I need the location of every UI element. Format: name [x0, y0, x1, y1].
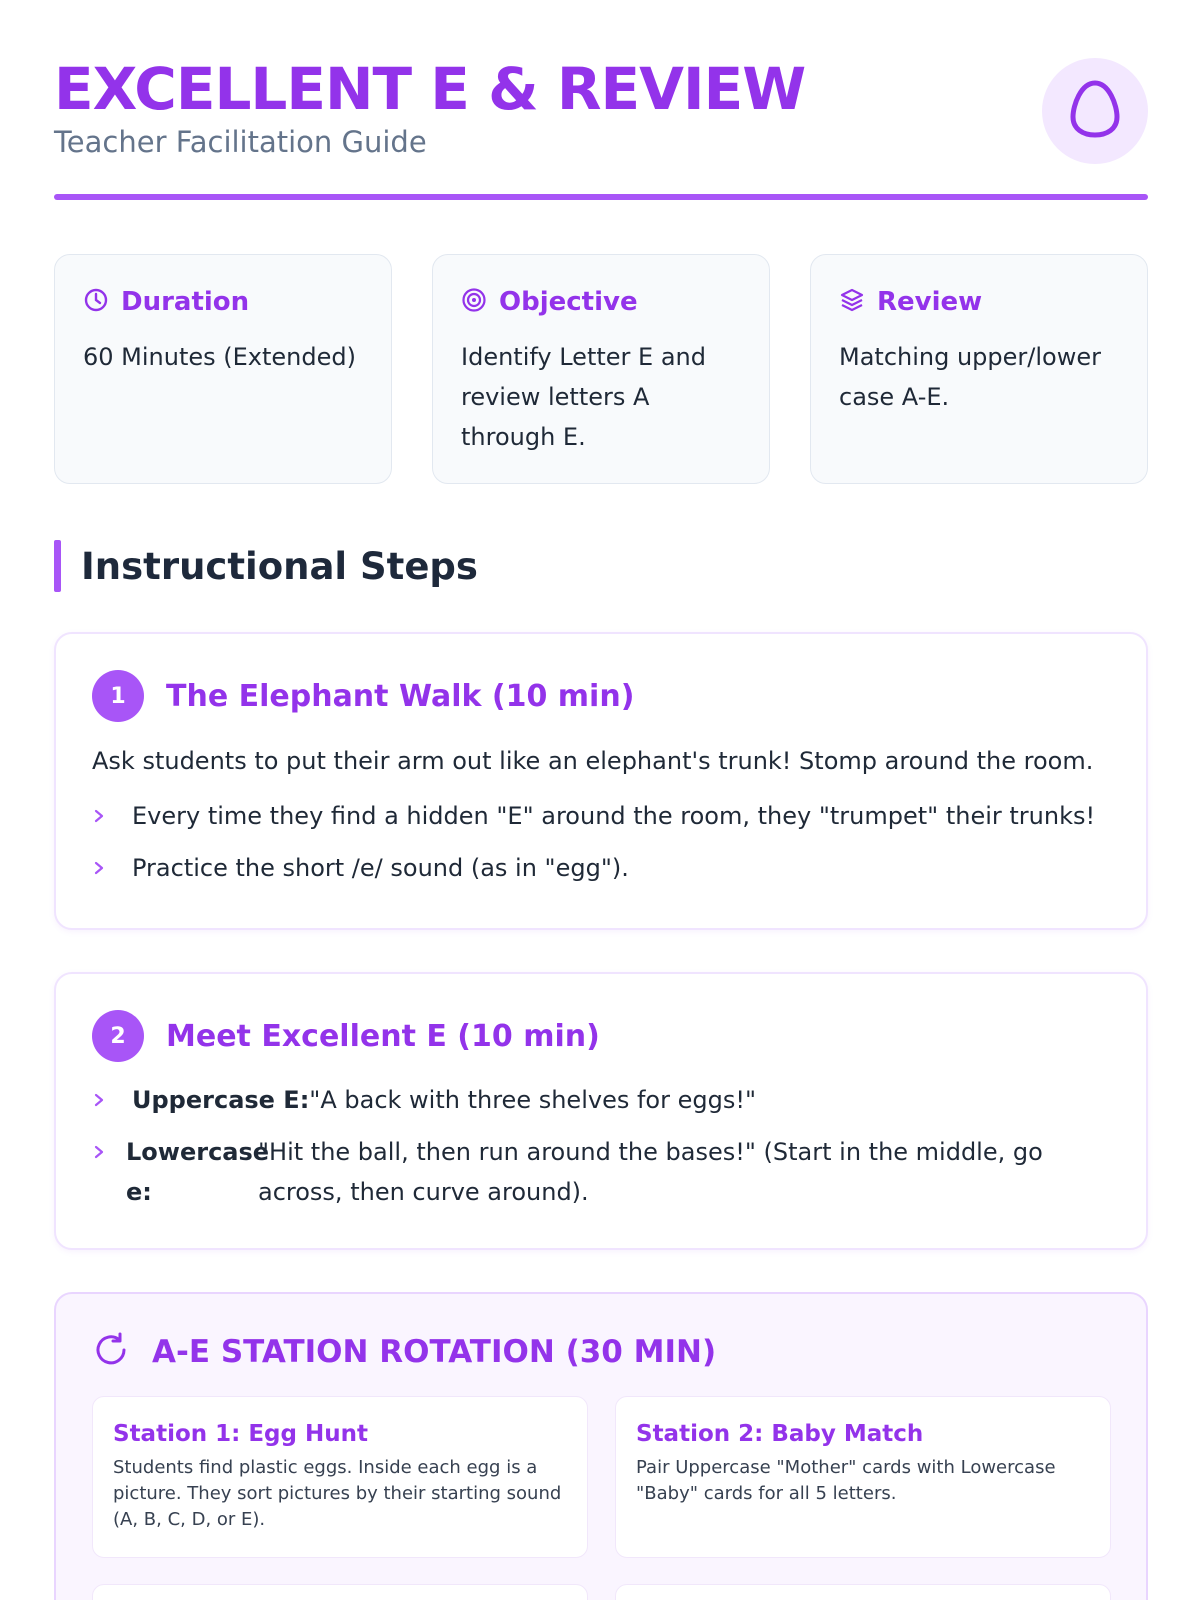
station-description: Students find plastic eggs. Inside each egg is a picture. They sort pictures by their starting sound (A, B, C, D, or E). [113, 1457, 562, 1530]
list-item-text: Every time they find a hidden "E" around the room, they "trumpet" their trunks! [132, 802, 1096, 830]
info-card-label: Review [877, 287, 983, 317]
list-item [92, 848, 629, 888]
station-rotation-panel [54, 1292, 1148, 1600]
info-card-objective [432, 254, 770, 484]
chevron-right-icon [92, 796, 116, 836]
list-item [92, 1080, 756, 1120]
info-card-duration [54, 254, 392, 484]
chevron-right-icon [92, 848, 116, 888]
step-number-badge: 2 [92, 1010, 144, 1062]
section-title: Instructional Steps [81, 544, 478, 588]
list-item-value: "Hit the ball, then run around the bases!" (Start in the middle, go across, then curve around). [258, 1138, 1043, 1206]
step-title: The Elephant Walk (10 min) [166, 678, 635, 714]
target-icon [461, 287, 487, 317]
page-subtitle: Teacher Facilitation Guide [54, 125, 427, 159]
station-card-4 [615, 1584, 1111, 1600]
refresh-icon [92, 1331, 130, 1373]
info-card-review [810, 254, 1148, 484]
list-item-grid [126, 1132, 1058, 1212]
step-header [92, 1010, 600, 1062]
info-card-value: Identify Letter E and review letters A through E. [461, 343, 706, 451]
egg-icon [1069, 79, 1121, 143]
info-card-label: Objective [499, 287, 638, 317]
chevron-right-icon [92, 1132, 116, 1172]
step-description: Ask students to put their arm out like an elephant's trunk! Stomp around the room. [92, 747, 1094, 775]
layers-icon [839, 287, 865, 317]
step-card-2 [54, 972, 1148, 1250]
info-card-header [839, 285, 1119, 319]
rotation-title: A-E STATION ROTATION (30 MIN) [152, 1334, 717, 1370]
list-item [92, 796, 1095, 836]
list-item-text: Practice the short /e/ sound (as in "egg"). [132, 854, 629, 882]
egg-badge [1042, 58, 1148, 164]
station-card-2 [615, 1396, 1111, 1558]
list-item-value: "A back with three shelves for eggs!" [309, 1086, 756, 1114]
rotation-header [92, 1330, 716, 1374]
station-description: Pair Uppercase "Mother" cards with Lowercase "Baby" cards for all 5 letters. [636, 1457, 1056, 1504]
page-header [54, 56, 1148, 202]
section-accent-bar [54, 540, 61, 592]
station-card-3 [92, 1584, 588, 1600]
step-card-1 [54, 632, 1148, 930]
station-title: Station 1: Egg Hunt [113, 1421, 368, 1447]
section-heading [54, 540, 478, 592]
info-card-header [83, 285, 363, 319]
info-card-header [461, 285, 741, 319]
info-card-value: 60 Minutes (Extended) [83, 343, 356, 371]
step-number-badge: 1 [92, 670, 144, 722]
chevron-right-icon [92, 1080, 116, 1120]
step-title: Meet Excellent E (10 min) [166, 1018, 600, 1054]
header-divider [54, 194, 1148, 200]
list-item-label: Lowercase e: [126, 1138, 270, 1206]
info-card-value: Matching upper/lower case A-E. [839, 343, 1101, 411]
step-header [92, 670, 634, 722]
page-title: EXCELLENT E & REVIEW [54, 55, 806, 123]
guide-page [54, 0, 1148, 1600]
station-card-1 [92, 1396, 588, 1558]
station-title: Station 2: Baby Match [636, 1421, 924, 1447]
clock-icon [83, 287, 109, 317]
info-card-label: Duration [121, 287, 250, 317]
list-item-text [132, 1080, 756, 1120]
info-cards [54, 254, 1148, 484]
list-item [92, 1132, 1058, 1212]
list-item-label: Uppercase E: [132, 1086, 310, 1114]
